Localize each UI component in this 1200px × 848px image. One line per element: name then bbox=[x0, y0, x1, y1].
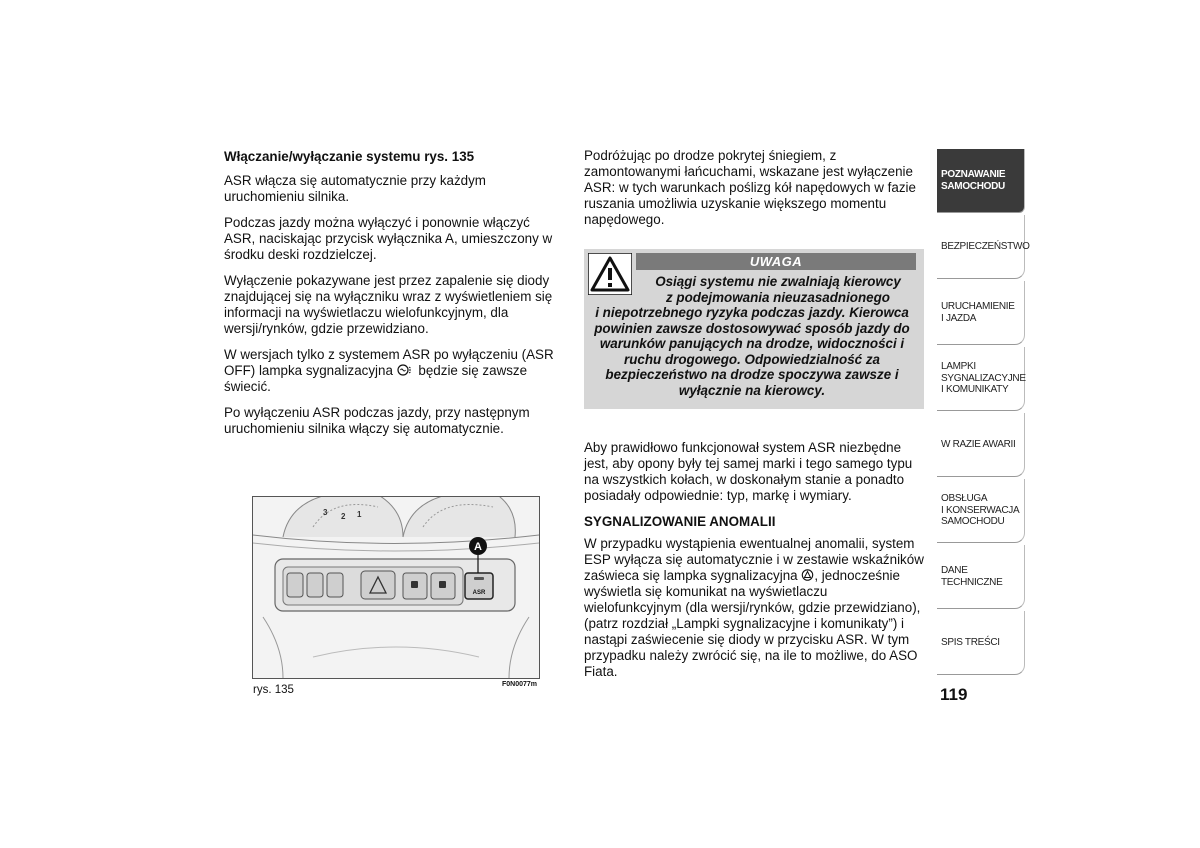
dashboard-illustration bbox=[253, 497, 539, 678]
paragraph-text: , jednocześnie wyświetla się komunikat na wyświetlaczu wielofunkcyjnym (dla wersji/rynków, gdzie przewidziano), (patrz rozdział „Lampki sygnalizacyjne i komunikaty”) i nastąpi zaświecenie się diody w przycisku ASR. W tym przypadku należy zwrócić się, na ile to możliwe, do ASO Fiata. bbox=[584, 568, 921, 679]
chapter-sidebar bbox=[937, 149, 1030, 679]
warning-box bbox=[584, 249, 924, 409]
asr-warning-lamp-icon bbox=[397, 364, 415, 376]
tab-uruchamienie-i-jazda[interactable]: URUCHAMIENIE I JAZDA bbox=[937, 281, 1025, 345]
tab-lampki-sygnalizacyjne[interactable]: LAMPKI SYGNALIZACYJNE I KOMUNIKATY bbox=[937, 347, 1025, 411]
page-number: 119 bbox=[940, 685, 968, 704]
dial-number: 2 bbox=[341, 512, 346, 521]
callout-letter: A bbox=[474, 541, 482, 553]
warning-line: z podejmowania nieuzasadnionego bbox=[666, 289, 890, 305]
tab-w-razie-awarii[interactable]: W RAZIE AWARII bbox=[937, 413, 1025, 477]
dial-number: 3 bbox=[323, 508, 328, 517]
figure-caption: rys. 135 bbox=[253, 684, 294, 696]
paragraph bbox=[584, 536, 924, 680]
left-column bbox=[224, 149, 564, 447]
right-column bbox=[584, 148, 924, 238]
paragraph: Wyłączenie pokazywane jest przez zapalenie się diody znajdującej się na wyłączniku wraz z wyświetleniem się informacji na wyświetlaczu wielofunkcyjnym, dla wersji/rynków, gdzie przewidziano. bbox=[224, 273, 553, 336]
esp-warning-lamp-icon bbox=[801, 569, 814, 581]
paragraph-text: będzie się zawsze świecić. bbox=[224, 363, 528, 394]
paragraph: Podczas jazdy można wyłączyć i ponownie włączyć ASR, naciskając przycisk wyłącznika A, umieszczony w środku deski rozdzielczej. bbox=[224, 215, 553, 262]
figure-code: F0N0077m bbox=[502, 681, 538, 688]
dial-number: 1 bbox=[357, 510, 362, 519]
paragraph: ASR włącza się automatycznie przy każdym uruchomieniu silnika. bbox=[224, 173, 486, 204]
tab-bezpieczenstwo[interactable]: BEZPIECZEŃSTWO bbox=[937, 215, 1025, 279]
paragraph-text: W wersjach tylko z systemem ASR po wyłączeniu (ASR OFF) lampka sygnalizacyjna bbox=[224, 347, 554, 378]
warning-line: Osiągi systemu nie zwalniają kierowcy bbox=[655, 274, 901, 289]
paragraph: Aby prawidłowo funkcjonował system ASR niezbędne jest, aby opony były tej samej marki i tego samego typu na wszystkich kołach, w doskonałym stanie a ponadto posiadały odpowiednie: typ, markę i wymiary. bbox=[584, 440, 913, 503]
paragraph: Po wyłączeniu ASR podczas jazdy, przy następnym uruchomieniu silnika włączy się automatycznie. bbox=[224, 405, 530, 436]
warning-body: i niepotrzebnego ryzyka podczas jazdy. Kierowca powinien zawsze dostosowywać sposób jazdy do warunków panujących na drodze, widoczności i ruchu drogowego. Odpowiedzialność za bezpieczeństwo na drodze spoczywa zawsze i wyłącznie na kierowcy. bbox=[594, 305, 910, 398]
dashboard-figure bbox=[252, 496, 540, 679]
paragraph-text: W przypadku wystąpienia ewentualnej anomalii, system ESP wyłącza się automatycznie i w zestawie wskaźników zaświeca się lampka sygnalizacyjna bbox=[584, 536, 924, 583]
tab-poznawanie-samochodu[interactable]: POZNAWANIE SAMOCHODU bbox=[937, 149, 1025, 213]
tab-dane-techniczne[interactable]: DANE TECHNICZNE bbox=[937, 545, 1025, 609]
section-title: Włączanie/wyłączanie systemu rys. 135 bbox=[224, 149, 475, 164]
warning-text bbox=[587, 274, 917, 398]
tab-spis-tresci[interactable]: SPIS TREŚCI bbox=[937, 611, 1025, 675]
tab-obsluga-i-konserwacja[interactable]: OBSŁUGA I KONSERWACJA SAMOCHODU bbox=[937, 479, 1025, 543]
right-column-lower bbox=[584, 440, 924, 690]
paragraph: Podróżując po drodze pokrytej śniegiem, z zamontowanymi łańcuchami, wskazane jest wyłączenie ASR: w tych warunkach poślizg kół napędowych w fazie ruszania umożliwia uzyskanie większego momentu napędowego. bbox=[584, 148, 916, 227]
paragraph bbox=[224, 347, 564, 395]
warning-title: UWAGA bbox=[636, 253, 916, 270]
asr-button-label: ASR bbox=[472, 590, 486, 596]
section-heading: SYGNALIZOWANIE ANOMALII bbox=[584, 514, 776, 529]
